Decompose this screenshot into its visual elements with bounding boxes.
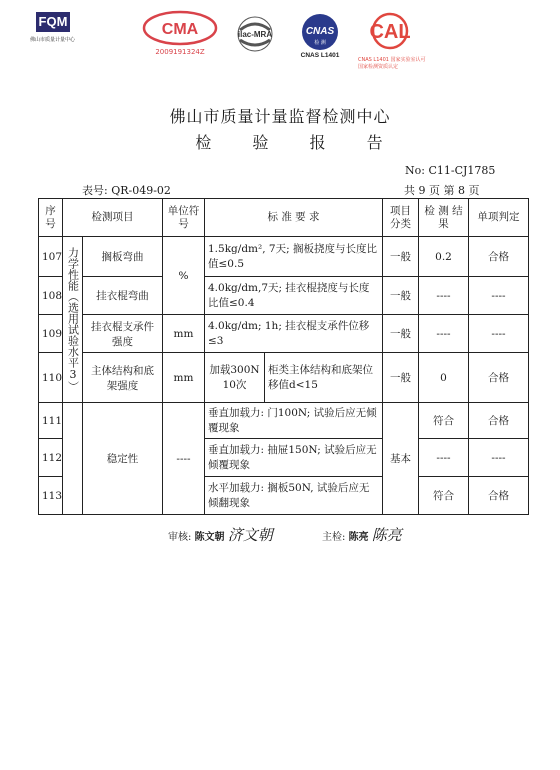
chief-signature: 陈亮: [371, 526, 402, 544]
cal-caption-2: 国家检测资质认定: [358, 64, 399, 70]
row-seq: 113: [39, 477, 63, 515]
row-verdict: ----: [469, 439, 529, 477]
table-row: [39, 237, 529, 277]
table-header-row: [39, 199, 529, 237]
row-verdict: 合格: [469, 237, 529, 277]
row-result: ----: [419, 277, 469, 315]
row-requirement-load: 加载300N 10次: [205, 353, 265, 403]
chief-inspector-block: [322, 524, 402, 545]
table-row: [39, 315, 529, 353]
row-verdict: 合格: [469, 403, 529, 439]
row-requirement: 垂直加载力: 门100N; 试验后应无倾覆现象: [205, 403, 383, 439]
cal-caption-1: CNAS L1401 国家实验室认可: [358, 57, 426, 63]
row-result: 符合: [419, 477, 469, 515]
row-verdict: ----: [469, 277, 529, 315]
table-row: [39, 353, 529, 403]
row-requirement: 4.0kg/dm; 1h; 挂衣棍支承件位移≤3: [205, 315, 383, 353]
group-label: 力学性能（选用试验水平3）: [66, 247, 80, 392]
fqm-logo: FQM: [36, 12, 70, 32]
row-verdict: 合格: [469, 477, 529, 515]
ilac-text: ilac-MRA: [237, 30, 273, 39]
row-requirement: 水平加载力: 搁板50N, 试验后应无倾翻现象: [205, 477, 383, 515]
row-requirement: 柜类主体结构和底架位移值d<15: [265, 353, 383, 403]
organization-title: 佛山市质量计量监督检测中心: [169, 107, 391, 126]
test-results-table: [38, 198, 529, 515]
report-title: 检 验 报 告: [195, 133, 401, 152]
reviewer-name: 陈文朝: [194, 532, 225, 543]
col-unit: 单位符号: [163, 199, 205, 237]
col-seq: 序号: [39, 199, 63, 237]
row-seq: 111: [39, 403, 63, 439]
stability-unit: ----: [163, 403, 205, 515]
row-requirement: 1.5kg/dm², 7天; 搁板挠度与长度比值≤0.5: [205, 237, 383, 277]
reviewer-signature: 济文朝: [227, 526, 273, 544]
cma-logo: [140, 10, 220, 56]
row-requirement: 4.0kg/dm,7天; 挂衣棍挠度与长度比值≤0.4: [205, 277, 383, 315]
row-category: 一般: [383, 315, 419, 353]
col-category: 项目分类: [383, 199, 419, 237]
row-seq: 107: [39, 237, 63, 277]
row-seq: 109: [39, 315, 63, 353]
group-cell: [63, 237, 83, 403]
fqm-caption: 佛山市质量计量中心: [30, 37, 76, 43]
row-item: 挂衣棍弯曲: [83, 277, 163, 315]
cnas-text: CNAS: [305, 26, 335, 37]
row-requirement: 垂直加载力: 抽屉150N; 试验后应无倾覆现象: [205, 439, 383, 477]
col-standard: 标 准 要 求: [205, 199, 383, 237]
cnas-number: CNAS L1401: [300, 52, 340, 58]
cma-number: 2009191324Z: [155, 48, 205, 56]
report-number: No: C11-CJ1785: [405, 164, 496, 177]
row-seq: 108: [39, 277, 63, 315]
page-info: 共 9 页 第 8 页: [404, 184, 480, 197]
svg-text:CAL: CAL: [369, 21, 411, 43]
unit-percent: %: [163, 237, 205, 315]
row-result: 0.2: [419, 237, 469, 277]
row-item: 挂衣棍支承件强度: [83, 315, 163, 353]
row-verdict: ----: [469, 315, 529, 353]
ilac-logo: [226, 14, 284, 58]
svg-text:CMA: CMA: [161, 21, 199, 38]
col-result: 检 测 结 果: [419, 199, 469, 237]
row-item: 主体结构和底架强度: [83, 353, 163, 403]
row-category: 一般: [383, 277, 419, 315]
reviewer-label: 审核:: [168, 532, 192, 543]
stability-item: 稳定性: [83, 403, 163, 515]
table-row: [39, 277, 529, 315]
col-item: 检测项目: [63, 199, 163, 237]
stability-category: 基本: [383, 403, 419, 515]
row-category: 一般: [383, 237, 419, 277]
row-unit: mm: [163, 353, 205, 403]
chief-label: 主检:: [322, 532, 346, 543]
chief-name: 陈亮: [348, 532, 369, 543]
row-result: 符合: [419, 403, 469, 439]
row-unit: mm: [163, 315, 205, 353]
cnas-logo: [290, 12, 350, 62]
row-verdict: 合格: [469, 353, 529, 403]
cal-logo: [358, 12, 426, 70]
row-seq: 110: [39, 353, 63, 403]
group-cell-blank: [63, 403, 83, 515]
row-item: 搁板弯曲: [83, 237, 163, 277]
row-result: ----: [419, 315, 469, 353]
row-seq: 112: [39, 439, 63, 477]
row-result: 0: [419, 353, 469, 403]
cnas-sub: 检 测: [314, 40, 326, 46]
table-row: [39, 403, 529, 439]
form-number: 表号: QR-049-02: [82, 184, 171, 197]
reviewer-block: [168, 524, 273, 545]
row-category: 一般: [383, 353, 419, 403]
row-result: ----: [419, 439, 469, 477]
col-verdict: 单项判定: [469, 199, 529, 237]
